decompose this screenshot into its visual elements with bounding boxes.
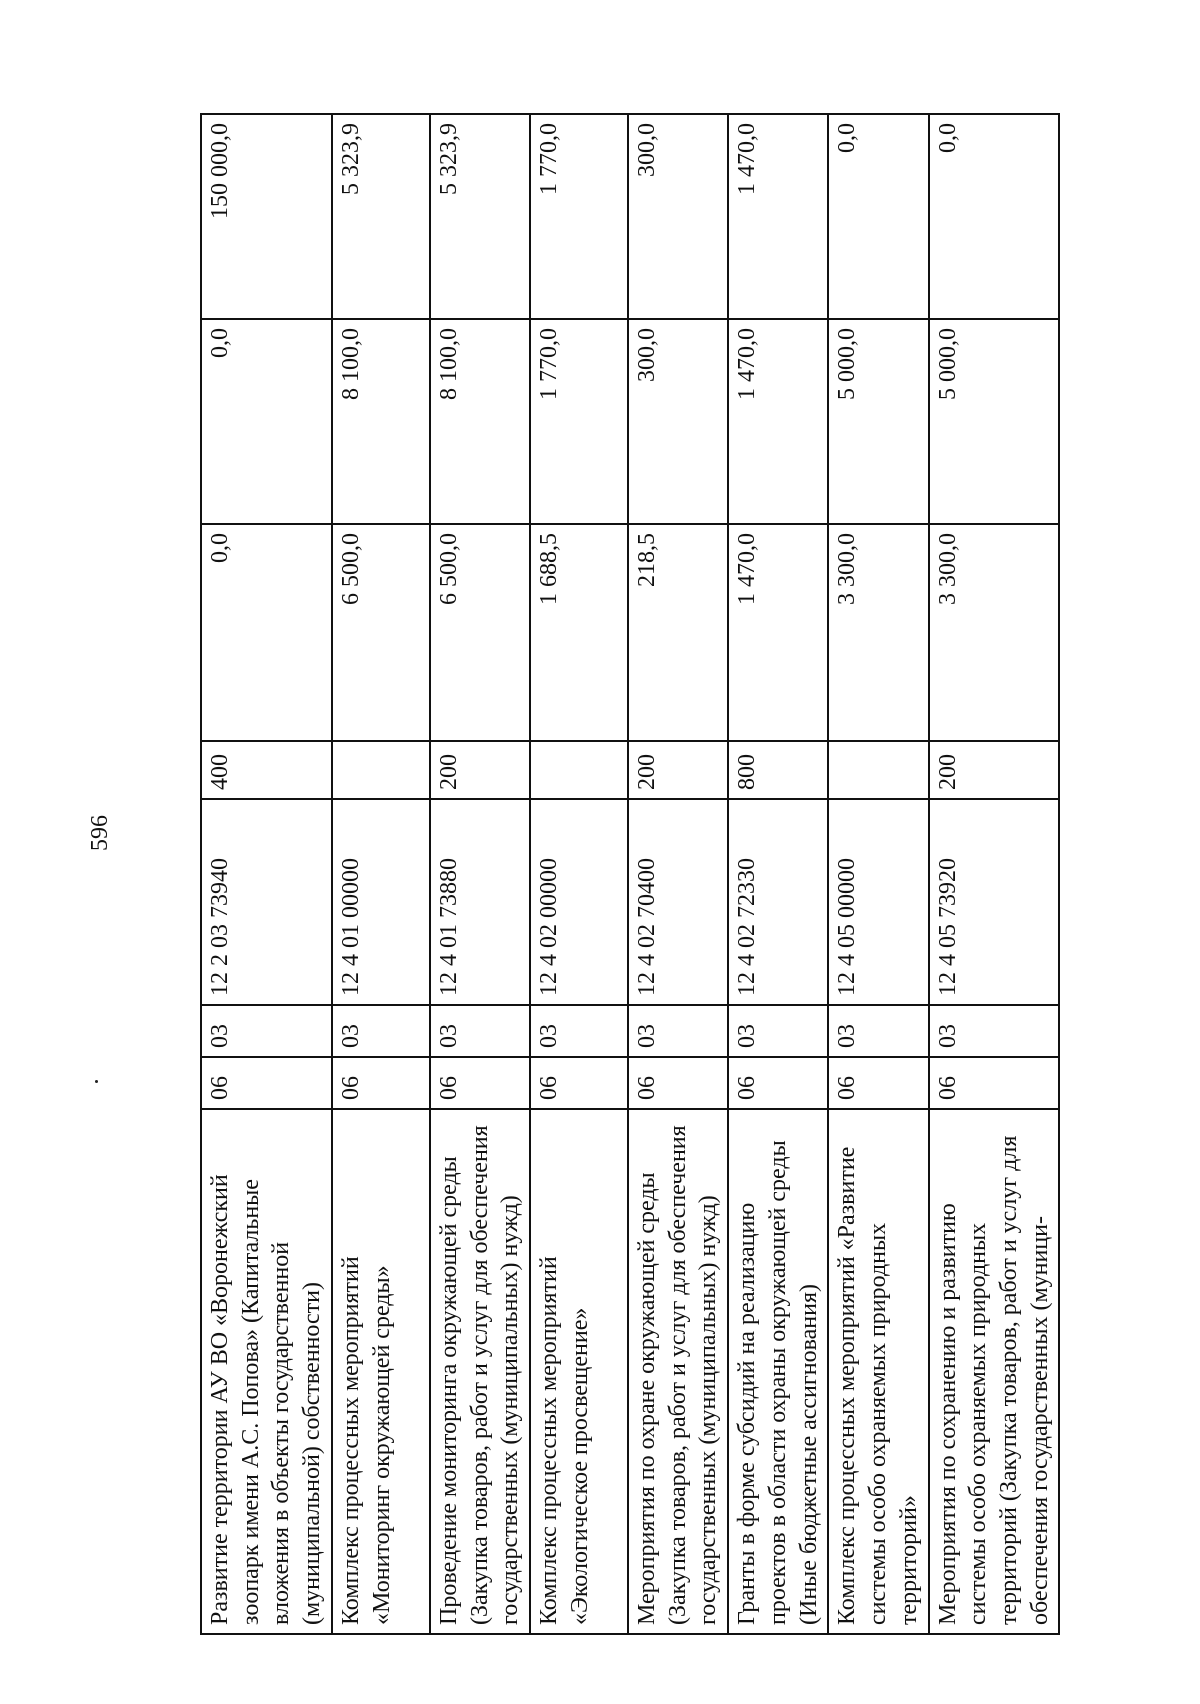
row-section-cell: 06 — [530, 1057, 628, 1109]
row-name-cell: Комплекс процессных мероприятий «Мониторинг окружающей среды» — [332, 1109, 430, 1634]
table-row — [828, 114, 928, 1634]
row-amount-3-cell: 0,0 — [828, 114, 928, 319]
row-amount-1-cell: 3 300,0 — [828, 524, 928, 741]
row-subsection-cell: 03 — [430, 1005, 530, 1057]
row-amount-1-cell: 6 500,0 — [430, 524, 530, 741]
row-amount-1-cell: 0,0 — [201, 524, 332, 741]
row-section-cell: 06 — [828, 1057, 928, 1109]
row-target-article-cell: 12 4 05 73920 — [929, 799, 1060, 1005]
row-section-cell: 06 — [628, 1057, 728, 1109]
scan-dot — [95, 1080, 98, 1083]
row-target-article-cell: 12 4 02 70400 — [628, 799, 728, 1005]
row-target-article-cell: 12 4 02 72330 — [728, 799, 828, 1005]
row-expense-type-cell: 200 — [628, 741, 728, 799]
row-name-cell: Гранты в форме субсидий на реализацию проектов в области охраны окружающей среды (Иные бюджетные ассигнования) — [728, 1109, 828, 1634]
row-name-cell: Развитие территории АУ ВО «Воронежский зоопарк имени А.С. Попова» (Капитальные вложения в объекты государственной (муниципальной) собственности) — [201, 1109, 332, 1634]
row-expense-type-cell — [530, 741, 628, 799]
row-expense-type-cell — [828, 741, 928, 799]
budget-table — [200, 113, 1060, 1635]
row-section-cell: 06 — [728, 1057, 828, 1109]
row-subsection-cell: 03 — [628, 1005, 728, 1057]
row-amount-3-cell: 0,0 — [929, 114, 1060, 319]
row-amount-1-cell: 6 500,0 — [332, 524, 430, 741]
table-row — [201, 114, 332, 1634]
row-amount-2-cell: 300,0 — [628, 319, 728, 524]
row-amount-2-cell: 8 100,0 — [332, 319, 430, 524]
page-number: 596 — [87, 815, 113, 851]
table-row — [929, 114, 1060, 1634]
row-amount-1-cell: 218,5 — [628, 524, 728, 741]
row-amount-3-cell: 1 770,0 — [530, 114, 628, 319]
table-row — [728, 114, 828, 1634]
table-row — [430, 114, 530, 1634]
row-subsection-cell: 03 — [929, 1005, 1060, 1057]
row-name-cell: Мероприятия по сохранению и развитию системы особо охраняемых природных территорий (Закупка товаров, работ и услуг для обеспечения государственных (муници- — [929, 1109, 1060, 1634]
row-amount-2-cell: 8 100,0 — [430, 319, 530, 524]
row-amount-1-cell: 1 688,5 — [530, 524, 628, 741]
row-amount-3-cell: 5 323,9 — [430, 114, 530, 319]
row-section-cell: 06 — [201, 1057, 332, 1109]
row-amount-2-cell: 1 470,0 — [728, 319, 828, 524]
row-subsection-cell: 03 — [728, 1005, 828, 1057]
row-target-article-cell: 12 4 05 00000 — [828, 799, 928, 1005]
row-name-cell: Мероприятия по охране окружающей среды (Закупка товаров, работ и услуг для обеспечения государственных (муниципальных) нужд) — [628, 1109, 728, 1634]
row-expense-type-cell: 200 — [929, 741, 1060, 799]
row-name-cell: Комплекс процессных мероприятий «Развитие системы особо охраняемых природных территорий» — [828, 1109, 928, 1634]
row-expense-type-cell: 200 — [430, 741, 530, 799]
row-section-cell: 06 — [430, 1057, 530, 1109]
row-amount-3-cell: 1 470,0 — [728, 114, 828, 319]
row-subsection-cell: 03 — [530, 1005, 628, 1057]
row-section-cell: 06 — [332, 1057, 430, 1109]
row-target-article-cell: 12 4 02 00000 — [530, 799, 628, 1005]
table-row — [628, 114, 728, 1634]
row-subsection-cell: 03 — [332, 1005, 430, 1057]
row-amount-3-cell: 150 000,0 — [201, 114, 332, 319]
row-amount-2-cell: 0,0 — [201, 319, 332, 524]
row-amount-2-cell: 5 000,0 — [828, 319, 928, 524]
row-amount-1-cell: 1 470,0 — [728, 524, 828, 741]
row-name-cell: Комплекс процессных мероприятий «Экологическое просвещение» — [530, 1109, 628, 1634]
row-subsection-cell: 03 — [828, 1005, 928, 1057]
row-name-cell: Проведение мониторинга окружающей среды (Закупка товаров, работ и услуг для обеспечения государственных (муниципальных) нужд) — [430, 1109, 530, 1634]
row-amount-3-cell: 300,0 — [628, 114, 728, 319]
row-section-cell: 06 — [929, 1057, 1060, 1109]
row-expense-type-cell: 400 — [201, 741, 332, 799]
table-row — [530, 114, 628, 1634]
row-subsection-cell: 03 — [201, 1005, 332, 1057]
row-target-article-cell: 12 4 01 00000 — [332, 799, 430, 1005]
row-amount-3-cell: 5 323,9 — [332, 114, 430, 319]
row-expense-type-cell — [332, 741, 430, 799]
row-amount-2-cell: 5 000,0 — [929, 319, 1060, 524]
table-row — [332, 114, 430, 1634]
row-amount-1-cell: 3 300,0 — [929, 524, 1060, 741]
row-target-article-cell: 12 4 01 73880 — [430, 799, 530, 1005]
rotated-table-container — [200, 115, 1100, 1635]
row-amount-2-cell: 1 770,0 — [530, 319, 628, 524]
row-target-article-cell: 12 2 03 73940 — [201, 799, 332, 1005]
row-expense-type-cell: 800 — [728, 741, 828, 799]
